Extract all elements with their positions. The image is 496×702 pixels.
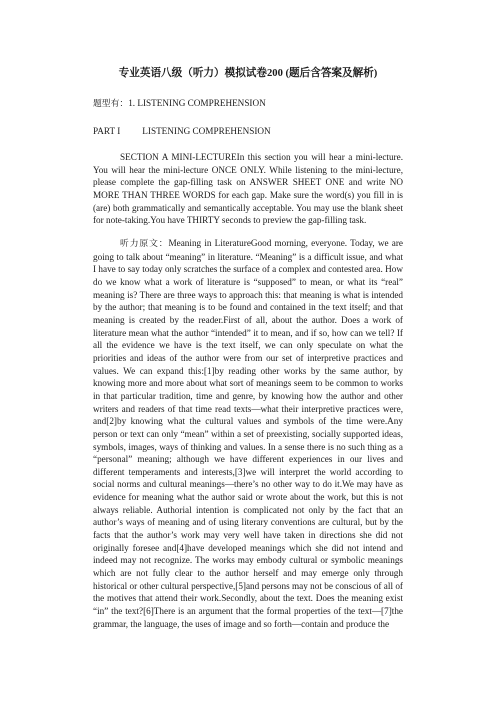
transcript-text: Meaning in LiteratureGood morning, everyone. Today, we are going to talk about “meaning” in literature. “Meaning” is a difficult issue, and what I have to say today only scratches the surface of a complex and contested area. How do we know what a work of literature is “supposed” to mean, or what its “real” meaning is? There are three ways to approach this: that meaning is what is intended by the author; that meaning is to be found and contained in the text itself; and that meaning is created by the reader.First of all, about the author. Does a work of literature mean what the author “intended” it to mean, and if so, how can we tell? If all the evidence we have is the text itself, we can only speculate on what the priorities and ideas of the author were from our set of interpretive practices and values. We can expand this:[1]by reading other works by the same author, by knowing more and more about what sort of meanings seem to be common to works in that particular tradition, time and genre, by knowing how the author and other writers and readers of that time read texts—what their interpretive practices were, and[2]by knowing what the cultural values and symbols of the time were.Any person or text can only “mean” within a set of preexisting, socially supported ideas, symbols, images, ways of thinking and values. In a sense there is no such thing as a “personal” meaning; although we have different experiences in our lives and different temperaments and interests,[3]we will interpret the world according to social norms and cultural meanings—there’s no other way to do it.We may have as evidence for meaning what the author said or wrote about the work, but this is not always reliable. Authorial intention is complicated not only by the fact that an author’s ways of meaning and of using literary conventions are cultural, but by the facts that the author’s work may very well have taken in directions she did not originally foresee and[4]have developed meanings which she did not intend and indeed may not recognize. The works may embody cultural or symbolic meanings which are not fully clear to the author herself and may emerge only through historical or other cultural perspective,[5]and persons may not be conscious of all of the motives that attend their work.Secondly, about the text. Does the meaning exist “in” the text?[6]There is an argument that the formal properties of the text—[7]the grammar, the language, the uses of image and so forth—contain and produce the	[93, 238, 403, 629]
document-title: 专业英语八级（听力）模拟试卷200 (题后含答案及解析)	[118, 68, 378, 79]
transcript-label: 听力原文：	[120, 239, 169, 249]
part-label: PART I	[93, 126, 121, 136]
part-heading	[93, 125, 271, 137]
part-title: LISTENING COMPREHENSION	[142, 126, 271, 136]
question-type-value: 1. LISTENING COMPREHENSION	[128, 98, 266, 108]
question-type-line	[93, 97, 266, 110]
section-a-instructions: SECTION A MINI-LECTUREIn this section you will hear a mini-lecture. You will hear the mini-lecture ONCE ONLY. While listening to the mini-lecture, please complete the gap-filling task on ANSWER SHEET ONE and write NO MORE THAN THREE WORDS for each gap. Make sure the word(s) you fill in is (are) both grammatically and semantically acceptable. You may use the blank sheet for note-taking.You have THIRTY seconds to preview the gap-filling task.	[93, 152, 403, 226]
question-type-label: 题型有：	[93, 99, 129, 109]
transcript-paragraph	[93, 237, 403, 630]
